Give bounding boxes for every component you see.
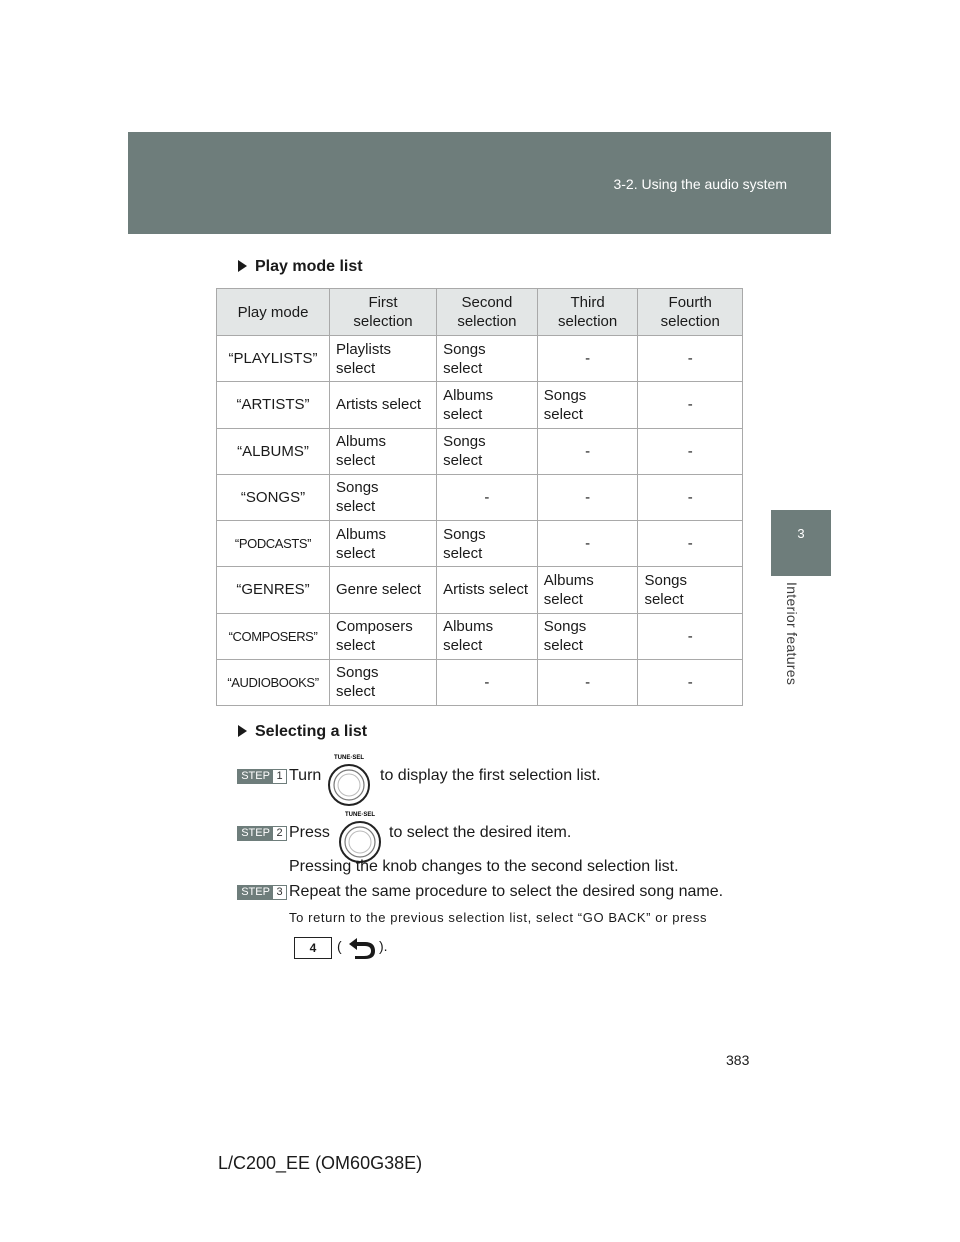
table-cell: - xyxy=(638,613,743,659)
table-row xyxy=(217,428,743,474)
table-cell: Songs select xyxy=(638,567,743,613)
table-cell: - xyxy=(537,336,638,382)
table-cell: Albums select xyxy=(537,567,638,613)
triangle-bullet-icon xyxy=(238,725,247,737)
column-header: First selection xyxy=(330,289,437,336)
play-mode-heading: Play mode list xyxy=(238,258,363,276)
table-row xyxy=(217,336,743,382)
knob-label: TUNE·SEL xyxy=(345,812,375,818)
page-header xyxy=(128,132,831,234)
column-header: Play mode xyxy=(217,289,330,336)
table-cell: - xyxy=(638,659,743,705)
key-4-button: 4 xyxy=(294,937,332,959)
table-cell: Songs select xyxy=(437,521,538,567)
table-cell: - xyxy=(638,428,743,474)
table-cell: Songs select xyxy=(437,336,538,382)
table-row xyxy=(217,382,743,428)
back-note-close: ). xyxy=(379,938,388,954)
table-cell: “COMPOSERS” xyxy=(217,613,330,659)
table-cell: Songs select xyxy=(330,474,437,520)
chapter-number: 3 xyxy=(797,526,805,541)
triangle-bullet-icon xyxy=(238,260,247,272)
step-2-note: Pressing the knob changes to the second selection list. xyxy=(289,858,679,875)
document-code: L/C200_EE (OM60G38E) xyxy=(218,1153,423,1173)
step-3-badge: STEP 3 xyxy=(237,885,287,900)
table-cell: Albums select xyxy=(330,428,437,474)
table-cell: - xyxy=(638,336,743,382)
table-cell: Songs select xyxy=(330,659,437,705)
back-note-open: ( xyxy=(337,938,342,954)
chapter-tab xyxy=(771,510,831,576)
table-cell: Songs select xyxy=(537,613,638,659)
table-row xyxy=(217,613,743,659)
chapter-label: Interior features xyxy=(784,582,800,686)
table-cell: Albums select xyxy=(437,613,538,659)
table-row xyxy=(217,659,743,705)
table-cell: “SONGS” xyxy=(217,474,330,520)
step-2-before: Press xyxy=(289,824,330,841)
column-header: Second selection xyxy=(437,289,538,336)
table-row xyxy=(217,474,743,520)
step-1-badge: STEP 1 xyxy=(237,769,287,784)
table-row xyxy=(217,521,743,567)
table-cell: Composers select xyxy=(330,613,437,659)
table-row xyxy=(217,567,743,613)
table-cell: Albums select xyxy=(330,521,437,567)
table-cell: Playlists select xyxy=(330,336,437,382)
column-header: Third selection xyxy=(537,289,638,336)
table-cell: Genre select xyxy=(330,567,437,613)
table-header-row xyxy=(217,289,743,336)
table-cell: Songs select xyxy=(537,382,638,428)
table-cell: - xyxy=(537,659,638,705)
table-cell: - xyxy=(437,659,538,705)
table-cell: - xyxy=(537,428,638,474)
table-cell: - xyxy=(437,474,538,520)
tune-sel-knob-icon xyxy=(326,752,372,812)
step-2-badge: STEP 2 xyxy=(237,826,287,841)
table-cell: “ARTISTS” xyxy=(217,382,330,428)
page-number: 383 xyxy=(726,1052,750,1068)
knob-label: TUNE·SEL xyxy=(334,755,364,761)
section-title: 3-2. Using the audio system xyxy=(613,176,787,192)
table-cell: “PLAYLISTS” xyxy=(217,336,330,382)
table-cell: Songs select xyxy=(437,428,538,474)
table-cell: - xyxy=(537,521,638,567)
table-cell: Artists select xyxy=(437,567,538,613)
table-cell: “AUDIOBOOKS” xyxy=(217,659,330,705)
table-body xyxy=(217,336,743,706)
column-header: Fourth selection xyxy=(638,289,743,336)
table-cell: “PODCASTS” xyxy=(217,521,330,567)
back-note-line: To return to the previous selection list, select “GO BACK” or press xyxy=(289,910,708,925)
table-cell: Albums select xyxy=(437,382,538,428)
table-cell: - xyxy=(638,474,743,520)
step-2-after: to select the desired item. xyxy=(389,824,572,841)
table-cell: Artists select xyxy=(330,382,437,428)
table-cell: - xyxy=(638,382,743,428)
play-mode-table xyxy=(216,288,743,706)
step-1-after: to display the first selection list. xyxy=(380,767,601,784)
step-3-text: Repeat the same procedure to select the desired song name. xyxy=(289,883,724,900)
table-cell: “ALBUMS” xyxy=(217,428,330,474)
step-1-before: Turn xyxy=(289,767,322,784)
table-cell: - xyxy=(638,521,743,567)
table-cell: “GENRES” xyxy=(217,567,330,613)
selecting-heading: Selecting a list xyxy=(238,723,367,741)
table-cell: - xyxy=(537,474,638,520)
back-arrow-icon xyxy=(347,932,377,960)
